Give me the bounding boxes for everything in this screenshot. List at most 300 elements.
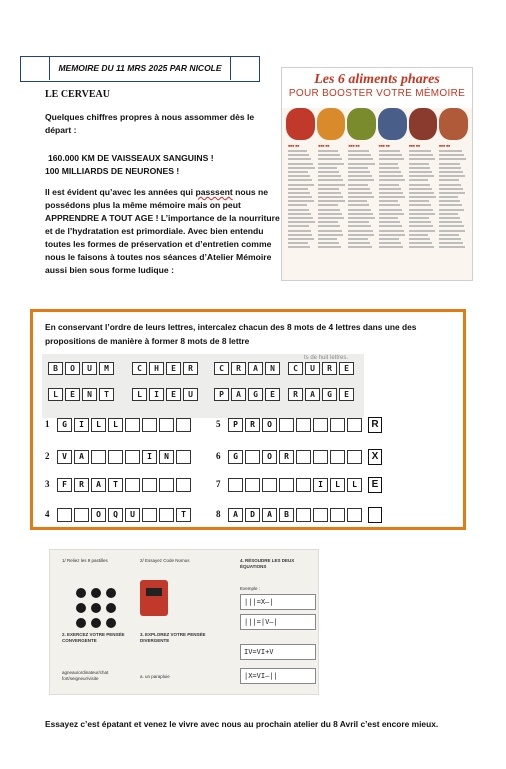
letter-tile: O: [65, 362, 80, 375]
text-line: [439, 217, 460, 219]
letter-slots: [228, 418, 362, 432]
text-line: [348, 179, 374, 181]
text-line: [409, 192, 434, 194]
letter-slot[interactable]: R: [74, 478, 89, 492]
letter-tile: G: [322, 388, 337, 401]
letter-slot[interactable]: [330, 418, 345, 432]
letter-tile: G: [248, 388, 263, 401]
text-line: [379, 188, 401, 190]
text-line: [348, 213, 373, 215]
letter-tile: M: [99, 362, 114, 375]
word-tiles-panel: [42, 354, 364, 418]
dot: [106, 588, 116, 598]
equations-heading: 4. RÉSOUDRE LES DEUX ÉQUATIONS: [240, 558, 295, 569]
word-tiles: [214, 388, 280, 401]
text-line: [348, 221, 368, 223]
text-line: [439, 179, 459, 181]
text-line: [379, 154, 402, 156]
letter-slot[interactable]: R: [279, 450, 294, 464]
text-line: [439, 171, 463, 173]
letter-slot[interactable]: [159, 478, 174, 492]
letter-slot[interactable]: [262, 478, 277, 492]
text-line: [288, 154, 309, 156]
text-line: [379, 221, 400, 223]
text-line: [439, 150, 462, 152]
text-line: [348, 242, 370, 244]
text-line: [318, 163, 344, 165]
text-line: [409, 217, 429, 219]
food-photo: [347, 108, 376, 140]
text-line: [439, 242, 463, 244]
text-line: [379, 150, 400, 152]
text-line: [409, 225, 433, 227]
text-line: [439, 175, 465, 177]
text-line: [379, 238, 400, 240]
letter-slots: [57, 418, 191, 432]
letter-tile: N: [265, 362, 280, 375]
dot: [91, 603, 101, 613]
letter-slot[interactable]: [313, 450, 328, 464]
magazine-text-column: [288, 144, 315, 251]
letter-slot[interactable]: F: [57, 478, 72, 492]
brainteaser-col-1: [62, 558, 132, 564]
row-number: 1: [45, 419, 50, 429]
text-line: [288, 179, 312, 181]
letter-slot[interactable]: [176, 478, 191, 492]
letter-slot[interactable]: O: [262, 418, 277, 432]
text-line: [288, 242, 308, 244]
text-line: [288, 230, 311, 232]
word-tiles: [288, 388, 354, 401]
magazine-title: Les 6 aliments phares: [314, 72, 440, 87]
dot: [91, 588, 101, 598]
text-line: [379, 167, 400, 169]
word-tiles: [48, 362, 114, 375]
letter-slot[interactable]: [347, 418, 362, 432]
letter-slot[interactable]: [347, 450, 362, 464]
letter-slot[interactable]: A: [262, 508, 277, 522]
letter-slot[interactable]: L: [330, 478, 345, 492]
letter-slot[interactable]: I: [142, 450, 157, 464]
letter-slot[interactable]: [74, 508, 89, 522]
text-line: [288, 192, 310, 194]
text-line: [379, 246, 403, 248]
food-photo: [286, 108, 315, 140]
text-line: [288, 200, 314, 202]
letter-tile: E: [166, 362, 181, 375]
text-line: [318, 213, 342, 215]
text-line: [409, 184, 430, 186]
letter-slot[interactable]: [159, 418, 174, 432]
intro-paragraph-3: Il est évident qu’avec les années qui passsent nous ne possédons plus la même mémoire mais on peut APPRENDRE A TOUT AGE ! L’importance de la nourriture et de l’hydratation est primordiale. Avec bien entendu toutes les formes de préservation et d’entretien comme nous le faisons à toutes nos séances d’Atelier Mémoire aussi bien sous forme ludique :: [45, 187, 280, 275]
letter-tile: C: [288, 362, 303, 375]
letter-tile: L: [132, 388, 147, 401]
text-line: [409, 246, 434, 248]
divergent-example: a. un parapluie: [140, 674, 170, 679]
letter-tile: U: [305, 362, 320, 375]
text-line: [348, 230, 372, 232]
text-line: [379, 234, 406, 236]
magazine-clipping: [281, 67, 473, 281]
text-line: [409, 230, 435, 232]
text-line: [318, 196, 342, 198]
letter-tile: E: [65, 388, 80, 401]
text-line: [318, 234, 343, 236]
letter-tile: E: [265, 388, 280, 401]
text-line: [409, 163, 429, 165]
letter-slot[interactable]: [142, 418, 157, 432]
letter-tile: R: [288, 388, 303, 401]
text-line: [379, 213, 405, 215]
letter-tile: U: [82, 362, 97, 375]
letter-slot[interactable]: G: [57, 418, 72, 432]
answer-box[interactable]: X: [368, 449, 382, 465]
text-line: [379, 230, 404, 232]
text-line: [439, 158, 466, 160]
word-tiles: [214, 362, 280, 375]
misspelled-word: passsent: [195, 187, 233, 197]
text-line: [409, 242, 432, 244]
text-line: [379, 225, 402, 227]
text-line: [348, 154, 371, 156]
text-line: [409, 213, 435, 215]
letter-tile: A: [248, 362, 263, 375]
text-line: [348, 204, 369, 206]
letter-tile: P: [214, 388, 229, 401]
letter-slots: [228, 450, 362, 464]
title-box: [20, 56, 260, 82]
magazine-header: [282, 68, 472, 108]
letter-slots: [57, 478, 191, 492]
text-line: [288, 221, 315, 223]
text-line: [379, 200, 399, 202]
letter-slot[interactable]: T: [176, 508, 191, 522]
letter-slot[interactable]: [176, 450, 191, 464]
text-line: [409, 238, 430, 240]
text-line: [439, 154, 464, 156]
answer-box[interactable]: E: [368, 477, 382, 493]
magazine-subtitle: POUR BOOSTER VOTRE MÉMOIRE: [288, 88, 466, 99]
letter-slot[interactable]: [245, 478, 260, 492]
dot: [91, 618, 101, 628]
text-line: [409, 209, 433, 211]
text-line: [348, 167, 368, 169]
text-line: [318, 204, 338, 206]
equation-box: |||=X—|: [240, 594, 316, 610]
text-line: [379, 171, 402, 173]
column-heading: ■■■ ■■: [348, 144, 360, 148]
text-line: [288, 163, 313, 165]
letter-slot[interactable]: [125, 478, 140, 492]
text-line: [288, 217, 313, 219]
food-photo: [378, 108, 407, 140]
brainteaser-clipping: [49, 549, 319, 695]
text-line: [288, 209, 309, 211]
convergent-heading: 2. EXERCEZ VOTRE PENSÉE CONVERGENTE: [62, 632, 125, 643]
text-line: [318, 230, 341, 232]
letter-slot[interactable]: N: [159, 450, 174, 464]
letter-slot[interactable]: R: [245, 418, 260, 432]
magazine-text-column: [439, 144, 466, 251]
magazine-text-column: [409, 144, 436, 251]
letter-slot[interactable]: [296, 450, 311, 464]
text-line: [439, 167, 462, 169]
letter-slot[interactable]: [347, 508, 362, 522]
letter-tile: U: [183, 388, 198, 401]
dots-heading: 1/ Reliez les 9 pastilles: [62, 558, 108, 563]
text-line: [348, 175, 372, 177]
text-line: [409, 154, 433, 156]
column-heading: ■■■ ■■: [288, 144, 300, 148]
letter-tile: E: [339, 362, 354, 375]
text-line: [409, 158, 435, 160]
text-line: [439, 209, 464, 211]
answer-box[interactable]: R: [368, 417, 382, 433]
text-line: [439, 246, 465, 248]
exercise-instruction: En conservant l’ordre de leurs lettres, intercalez chacun des 8 mots de 4 lettres dans une des propositions de manière à former 8 mots de 8 lettre: [45, 322, 417, 346]
letter-slot[interactable]: T: [108, 478, 123, 492]
equation-box: |||=|V—|: [240, 614, 316, 630]
text-line: [439, 230, 466, 232]
magazine-text-column: [348, 144, 375, 251]
text-line: [409, 150, 431, 152]
text-line: [439, 213, 458, 215]
text-line: [348, 158, 372, 160]
letter-slot[interactable]: D: [245, 508, 260, 522]
letter-tile: L: [48, 388, 63, 401]
text-line: [288, 246, 310, 248]
food-photo-strip: [282, 108, 472, 140]
text-line: [379, 192, 403, 194]
text-line: [288, 184, 314, 186]
letter-tile: E: [339, 388, 354, 401]
text-line: [379, 184, 399, 186]
text-line: [439, 238, 461, 240]
text-line: [318, 188, 339, 190]
word-exercise-panel: [30, 309, 466, 530]
panel-text-fragment: ts de huit lettres.: [304, 355, 349, 361]
letter-tile: C: [214, 362, 229, 375]
letter-tile: R: [231, 362, 246, 375]
text-line: [348, 200, 367, 202]
letter-slot[interactable]: [159, 508, 174, 522]
robot-icon: [140, 580, 168, 616]
letter-slot[interactable]: U: [125, 508, 140, 522]
column-heading: ■■■ ■■: [378, 144, 390, 148]
letter-slot[interactable]: [296, 478, 311, 492]
text-line: [348, 196, 373, 198]
text-line: [348, 246, 372, 248]
letter-slot[interactable]: A: [228, 508, 243, 522]
letter-slot[interactable]: [125, 450, 140, 464]
text-line: [288, 175, 310, 177]
letter-tile: B: [48, 362, 63, 375]
figure-vessels: 160.000 KM DE VAISSEAUX SANGUINS !: [48, 153, 214, 163]
equation-box: |X=VI—||: [240, 668, 316, 684]
text-line: [439, 196, 459, 198]
text-line: [379, 163, 398, 165]
text-line: [439, 225, 464, 227]
text-line: [409, 200, 430, 202]
text-line: [439, 221, 462, 223]
text-line: [288, 171, 308, 173]
text-line: [288, 196, 312, 198]
text-line: [318, 221, 338, 223]
letter-slot[interactable]: [142, 478, 157, 492]
equations-example-label: Exemple :: [240, 586, 261, 591]
text-line: [379, 158, 404, 160]
letter-slot[interactable]: L: [347, 478, 362, 492]
text-line: [348, 234, 374, 236]
divergent-heading: 3. EXPLOREZ VOTRE PENSÉE DIVERGENTE: [140, 632, 206, 643]
text-line: [439, 192, 465, 194]
text-line: [409, 196, 436, 198]
text-line: [348, 163, 374, 165]
letter-slot[interactable]: Q: [108, 508, 123, 522]
column-heading: ■■■ ■■: [318, 144, 330, 148]
letter-slot[interactable]: [108, 450, 123, 464]
letter-slot[interactable]: B: [279, 508, 294, 522]
text-line: [318, 242, 339, 244]
text-line: [379, 196, 405, 198]
letter-slot[interactable]: [245, 450, 260, 464]
text-line: [348, 238, 368, 240]
letter-slot[interactable]: [91, 450, 106, 464]
letter-slot[interactable]: L: [91, 418, 106, 432]
letter-slot[interactable]: P: [228, 418, 243, 432]
convergent-words: agneau/ordinateur/chat fort/seigneur/visite: [62, 670, 109, 681]
text-line: [379, 175, 404, 177]
letter-slot[interactable]: [228, 478, 243, 492]
text-line: [318, 225, 339, 227]
dot: [76, 603, 86, 613]
letter-tile: R: [183, 362, 198, 375]
magazine-text-column: [379, 144, 406, 251]
letter-slot[interactable]: V: [57, 450, 72, 464]
figure-neurons: 100 MILLIARDS DE NEURONES !: [45, 166, 180, 176]
letter-slot[interactable]: [279, 478, 294, 492]
text-line: [348, 225, 370, 227]
answer-box[interactable]: [368, 507, 382, 523]
text-line: [318, 200, 344, 202]
text-line: [318, 154, 340, 156]
text-line: [439, 188, 463, 190]
text-line: [348, 188, 369, 190]
text-line: [439, 184, 461, 186]
text-line: [409, 167, 431, 169]
page-title: MEMOIRE DU 11 MRS 2025 PAR NICOLE: [49, 57, 231, 80]
text-line: [348, 209, 371, 211]
text-line: [318, 179, 343, 181]
text-line: [439, 163, 460, 165]
letter-slot[interactable]: G: [228, 450, 243, 464]
dot: [76, 618, 86, 628]
intro-paragraph-1: Quelques chiffres propres à nous assommer dès le départ :: [45, 112, 255, 135]
text-line: [348, 171, 370, 173]
text-line: [379, 204, 401, 206]
text-line: [379, 242, 402, 244]
word-tiles: [48, 388, 114, 401]
row-number: 8: [216, 509, 221, 519]
letter-slots: [228, 508, 362, 522]
equation-box: IV=VI+V: [240, 644, 316, 660]
text-line: [439, 204, 462, 206]
letter-slots: [57, 508, 191, 522]
text-line: [318, 150, 338, 152]
text-line: [409, 175, 435, 177]
text-line: [439, 200, 460, 202]
letter-slot[interactable]: A: [91, 478, 106, 492]
word-tiles: [132, 388, 198, 401]
text-line: [318, 192, 341, 194]
text-line: [409, 188, 432, 190]
text-line: [288, 234, 312, 236]
letter-slot[interactable]: [330, 450, 345, 464]
text-line: [348, 217, 375, 219]
text-line: [288, 150, 307, 152]
row-number: 7: [216, 479, 221, 489]
letter-slot[interactable]: I: [313, 478, 328, 492]
letter-slot[interactable]: A: [74, 450, 89, 464]
text-line: [288, 158, 311, 160]
text-line: [439, 234, 459, 236]
text-line: [348, 192, 371, 194]
letter-tile: C: [132, 362, 147, 375]
magazine-columns: [282, 140, 472, 255]
letter-tile: A: [231, 388, 246, 401]
letter-slot[interactable]: [142, 508, 157, 522]
text-line: [409, 221, 431, 223]
letter-slot[interactable]: [279, 418, 294, 432]
letter-slot[interactable]: [176, 418, 191, 432]
letter-tile: I: [149, 388, 164, 401]
letter-tile: T: [99, 388, 114, 401]
text-line: [379, 209, 403, 211]
footer-text: Essayez c’est épatant et venez le vivre avec nous au prochain atelier du 8 Avril c’est encore mieux.: [45, 719, 439, 729]
letter-slot[interactable]: [313, 508, 328, 522]
text-line: [288, 167, 315, 169]
row-number: 6: [216, 451, 221, 461]
food-photo: [439, 108, 468, 140]
food-photo: [317, 108, 346, 140]
letter-slot[interactable]: [313, 418, 328, 432]
letter-slot[interactable]: [296, 418, 311, 432]
letter-slot[interactable]: I: [74, 418, 89, 432]
row-number: 4: [45, 509, 50, 519]
letter-slot[interactable]: [330, 508, 345, 522]
text-line: [288, 238, 314, 240]
dot: [106, 618, 116, 628]
column-heading: ■■■ ■■: [408, 144, 420, 148]
text-line: [409, 234, 429, 236]
letter-slot[interactable]: [296, 508, 311, 522]
letter-tile: A: [305, 388, 320, 401]
letter-tile: R: [322, 362, 337, 375]
letter-slot[interactable]: O: [91, 508, 106, 522]
letter-slot[interactable]: O: [262, 450, 277, 464]
dot: [76, 588, 86, 598]
word-tiles: [132, 362, 198, 375]
text-line: [348, 150, 369, 152]
letter-slot[interactable]: [57, 508, 72, 522]
letter-slot[interactable]: L: [108, 418, 123, 432]
text-line: [318, 184, 345, 186]
letter-slot[interactable]: [125, 418, 140, 432]
letter-slots: [228, 478, 362, 492]
row-number: 5: [216, 419, 221, 429]
text-line: [318, 171, 339, 173]
letter-slots: [57, 450, 191, 464]
